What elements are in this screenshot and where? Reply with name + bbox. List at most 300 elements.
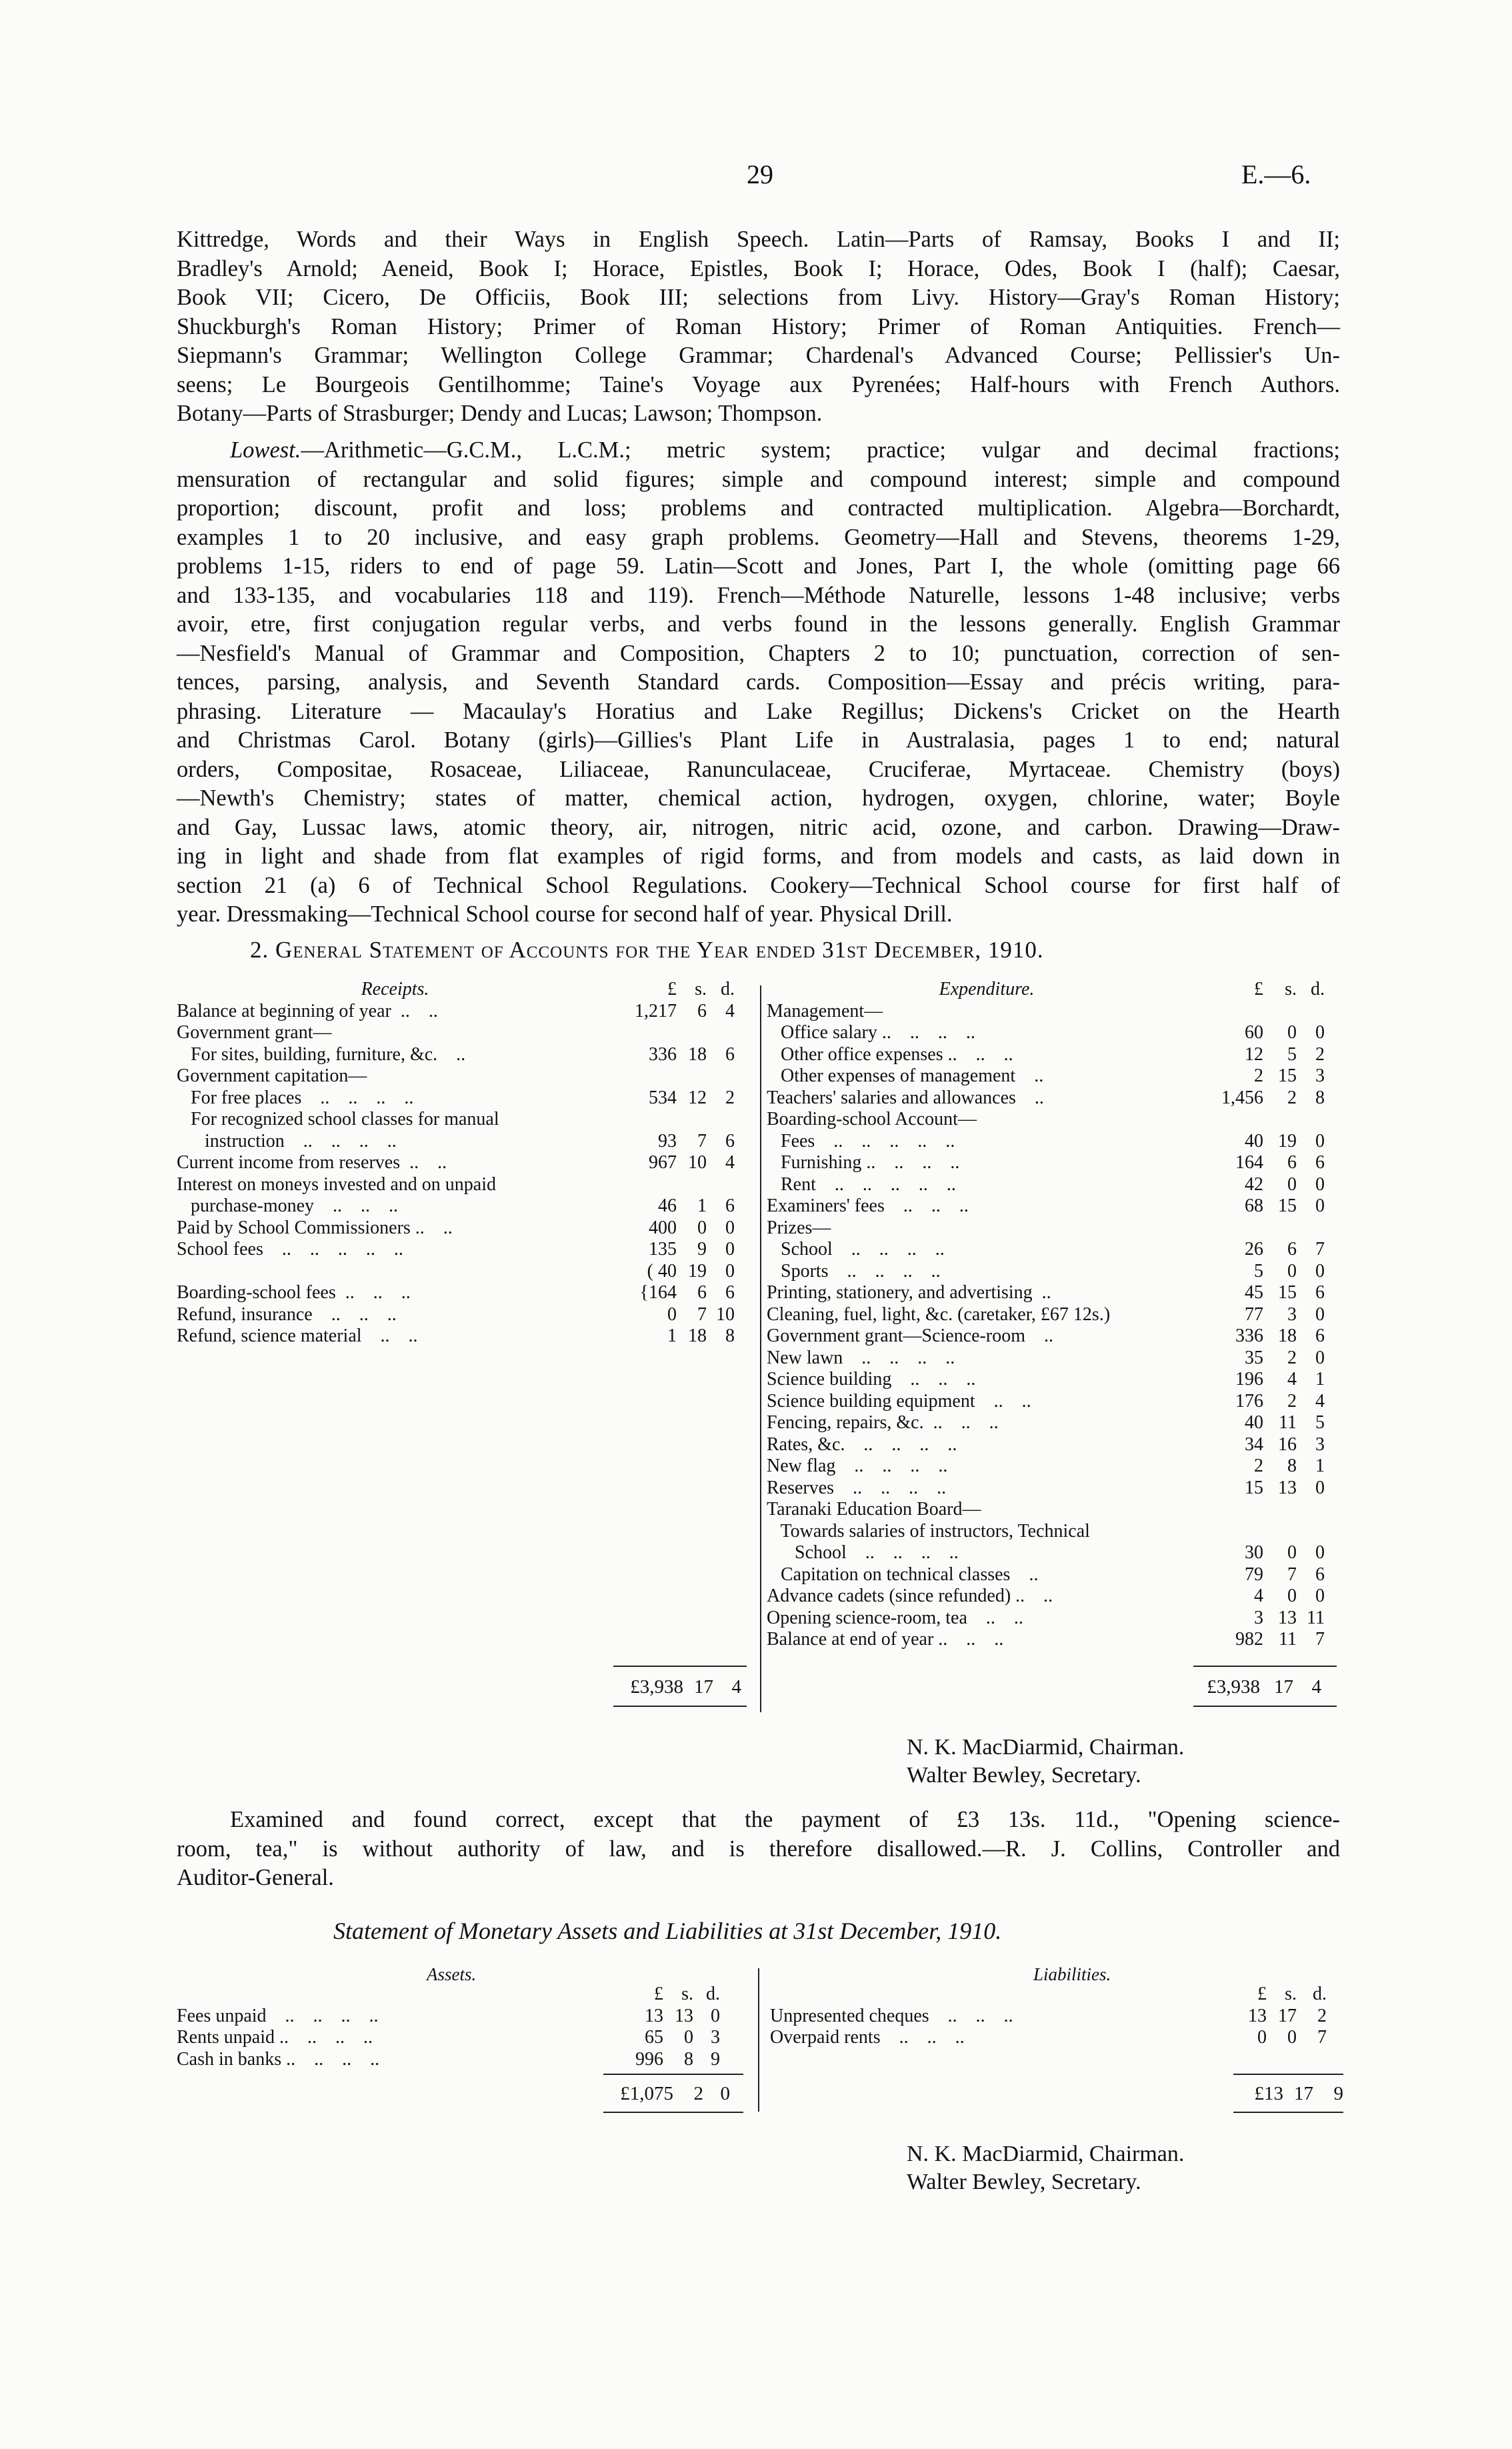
lowest-line: proportion; discount, profit and loss; problems and contracted multiplication. Algebra—Borchardt, — [177, 495, 1340, 521]
entry-pounds: 0 — [667, 1304, 677, 1325]
entry-pounds: 34 — [1245, 1434, 1263, 1455]
entry-label: instruction .. .. .. .. — [177, 1130, 397, 1151]
entry-pence — [707, 1065, 735, 1087]
entry-label: Unpresented cheques .. .. .. — [770, 2005, 1013, 2026]
entry-pounds: 93 — [658, 1130, 677, 1151]
chairman-signature: N. K. MacDiarmid, Chairman. — [907, 1735, 1185, 1760]
entry-shillings: 0 — [1287, 1542, 1297, 1563]
receipts-total-rule — [613, 1666, 747, 1667]
entry-pounds: 196 — [1235, 1369, 1263, 1390]
expenditure-row — [767, 1261, 1325, 1283]
entry-shillings: 4 — [1287, 1369, 1297, 1390]
entry-pounds: 35 — [1245, 1347, 1263, 1368]
signature-block-2 — [907, 2140, 1184, 2196]
entry-label: Government grant— — [177, 1022, 332, 1043]
lowest-line: phrasing. Literature — Macaulay's Horatius and Lake Regillus; Dickens's Cricket on the Hearth — [177, 698, 1340, 724]
receipt-row — [177, 1022, 735, 1044]
entry-pounds: 336 — [1235, 1326, 1263, 1346]
entry-shillings: 11 — [1279, 1629, 1297, 1650]
asset-row — [177, 2027, 720, 2049]
entry-pence: 0 — [1315, 1542, 1325, 1563]
entry-shillings: 7 — [697, 1130, 707, 1151]
entry-pounds: 60 — [1245, 1022, 1263, 1043]
liability-row — [770, 2006, 1327, 2028]
audit-line: Examined and found correct, except that the payment of £3 13s. 11d., "Opening science- — [230, 1807, 1340, 1832]
entry-shillings: 0 — [697, 1217, 707, 1238]
assets-statement-title: Statement of Monetary Assets and Liabilities at 31st December, 1910. — [333, 1918, 1002, 1944]
entry-pounds: 2 — [1254, 1065, 1263, 1086]
receipts-total — [613, 1676, 741, 1698]
entry-shillings: 7 — [697, 1304, 707, 1325]
expenditure-heading: Expenditure. — [939, 979, 1035, 999]
entry-shillings — [1263, 1217, 1297, 1240]
lowest-line — [177, 436, 1340, 465]
entry-pence: 2 — [1317, 2005, 1327, 2026]
expenditure-row — [767, 1499, 1325, 1521]
total-shillings: 17 — [1274, 1676, 1293, 1698]
entry-shillings — [677, 1174, 707, 1196]
entry-pence: 3 — [1315, 1065, 1325, 1086]
entry-pounds — [1207, 1499, 1263, 1521]
entry-shillings: 19 — [688, 1260, 707, 1282]
liabilities-total-rule — [1233, 2074, 1343, 2075]
entry-shillings: 16 — [1278, 1434, 1297, 1455]
secretary-signature: Walter Bewley, Secretary. — [907, 2170, 1141, 2194]
entry-label: Advance cadets (since refunded) .. .. — [767, 1586, 1053, 1606]
entry-label: Fees .. .. .. .. .. — [767, 1130, 955, 1151]
expenditure-total-rule — [1193, 1666, 1337, 1667]
entry-shillings: 15 — [1278, 1065, 1297, 1086]
total-pounds: £3,938 — [630, 1676, 683, 1698]
total-shillings: 17 — [1294, 2083, 1313, 2104]
entry-pounds — [613, 1174, 677, 1196]
expenditure-row — [767, 1521, 1325, 1543]
entry-label: Reserves .. .. .. .. — [767, 1477, 947, 1498]
total-pence: 9 — [1333, 2083, 1343, 2104]
assets-total — [603, 2083, 730, 2105]
entry-label: Government grant—Science-room .. — [767, 1326, 1053, 1346]
entry-label: Balance at beginning of year .. .. — [177, 1000, 438, 1021]
entry-label: For free places .. .. .. .. — [177, 1087, 414, 1108]
entry-pounds — [1207, 1109, 1263, 1131]
expenditure-table — [767, 979, 1325, 1651]
pound-symbol: £ — [1257, 1984, 1267, 2004]
shilling-symbol: s. — [681, 1984, 693, 2004]
chairman-signature: N. K. MacDiarmid, Chairman. — [907, 2142, 1185, 2166]
entry-label: Government capitation— — [177, 1065, 367, 1086]
entry-pence: 6 — [1315, 1564, 1325, 1585]
lowest-line: examples 1 to 20 inclusive, and easy graph problems. Geometry—Hall and Stevens, theorems 1-29, — [177, 524, 1340, 550]
entry-label: Current income from reserves .. .. — [177, 1152, 447, 1173]
entry-label: Fencing, repairs, &c. .. .. .. — [767, 1412, 999, 1433]
intro-line: Book VII; Cicero, De Officiis, Book III; selections from Livy. History—Gray's Roman History; — [177, 285, 1340, 310]
entry-pence: 6 — [1315, 1326, 1325, 1346]
entry-shillings: 12 — [688, 1087, 707, 1108]
entry-shillings: 13 — [675, 2005, 693, 2026]
entry-pence: 8 — [1315, 1087, 1325, 1108]
entry-pence: 6 — [1315, 1282, 1325, 1303]
entry-label — [177, 1261, 613, 1283]
entry-pence: 11 — [1307, 1607, 1325, 1628]
assets-table — [177, 1984, 720, 2070]
entry-label: School .. .. .. .. — [767, 1542, 959, 1563]
expenditure-row — [767, 1542, 1325, 1564]
expenditure-row — [767, 1239, 1325, 1261]
signature-block — [907, 1734, 1184, 1790]
entry-pounds — [1207, 1521, 1263, 1543]
entry-pounds: 967 — [649, 1152, 677, 1173]
entry-pence: 7 — [1317, 2027, 1327, 2048]
entry-shillings — [1263, 1521, 1297, 1543]
entry-pounds: 15 — [1245, 1477, 1263, 1498]
entry-shillings: 2 — [1287, 1390, 1297, 1412]
entry-label: School fees .. .. .. .. .. — [177, 1239, 403, 1260]
entry-label: Balance at end of year .. .. .. — [767, 1629, 1004, 1650]
entry-label: Science building .. .. .. — [767, 1369, 976, 1390]
entry-pence: 0 — [1315, 1173, 1325, 1195]
audit-line: Auditor-General. — [177, 1865, 334, 1890]
entry-pounds: 400 — [649, 1217, 677, 1238]
intro-line: Botany—Parts of Strasburger; Dendy and Lucas; Lawson; Thompson. — [177, 401, 823, 426]
intro-line: Shuckburgh's Roman History; Primer of Roman History; Primer of Roman Antiquities. French— — [177, 313, 1340, 339]
entry-label: Interest on moneys invested and on unpaid — [177, 1173, 497, 1195]
expenditure-row — [767, 1456, 1325, 1478]
entry-shillings: 10 — [688, 1152, 707, 1173]
entry-label: Refund, science material .. .. — [177, 1326, 418, 1346]
entry-pounds: 12 — [1245, 1043, 1263, 1065]
total-shillings: 2 — [693, 2083, 703, 2104]
entry-shillings: 6 — [697, 1000, 707, 1021]
entry-label: Furnishing .. .. .. .. — [767, 1152, 960, 1173]
entry-shillings: 13 — [1278, 1477, 1297, 1498]
entry-pence: 0 — [1315, 1130, 1325, 1151]
entry-shillings: 19 — [1278, 1130, 1297, 1151]
entry-shillings: 0 — [684, 2027, 693, 2048]
pence-symbol: d. — [1311, 979, 1325, 999]
entry-shillings: 18 — [688, 1326, 707, 1346]
expenditure-total — [1197, 1676, 1321, 1698]
pence-symbol: d. — [721, 979, 735, 999]
entry-shillings: 0 — [1287, 1586, 1297, 1606]
entry-pence — [1297, 1499, 1325, 1521]
entry-pence — [707, 1109, 735, 1131]
entry-label: Opening science-room, tea .. .. — [767, 1607, 1023, 1628]
accounts-title: 2. General Statement of Accounts for the Year ended 31st December, 1910. — [250, 937, 1044, 963]
lowest-line: problems 1-15, riders to end of page 59. Latin—Scott and Jones, Part I, the whole (omitting page 66 — [177, 553, 1340, 579]
receipt-row — [177, 1304, 735, 1326]
entry-label: Overpaid rents .. .. .. — [770, 2027, 965, 2048]
entry-shillings: 0 — [1287, 2027, 1297, 2048]
expenditure-row — [767, 1304, 1325, 1326]
entry-pence: 0 — [1315, 1195, 1325, 1216]
entry-pence: 1 — [1315, 1456, 1325, 1476]
intro-line: Siepmann's Grammar; Wellington College Grammar; Chardenal's Advanced Course; Pellissier's Un- — [177, 343, 1340, 368]
entry-label: Towards salaries of instructors, Technical — [767, 1520, 1090, 1542]
entry-shillings: 0 — [1287, 1022, 1297, 1043]
entry-pounds: 30 — [1245, 1542, 1263, 1563]
entry-pounds: 534 — [649, 1087, 677, 1108]
entry-label: Boarding-school Account— — [767, 1109, 977, 1129]
entry-pence: 6 — [725, 1043, 735, 1065]
shilling-symbol: s. — [1285, 1984, 1297, 2004]
entry-pence — [707, 1174, 735, 1196]
entry-shillings: 8 — [1287, 1456, 1297, 1476]
expenditure-row — [767, 1348, 1325, 1370]
expenditure-total-rule-bottom — [1193, 1706, 1337, 1707]
column-divider — [760, 985, 761, 1712]
entry-shillings: 6 — [1287, 1239, 1297, 1260]
entry-shillings: 18 — [1278, 1326, 1297, 1346]
receipt-row — [177, 1195, 735, 1217]
lowest-line: tences, parsing, analysis, and Seventh Standard cards. Composition—Essay and précis writing, para- — [177, 669, 1340, 695]
entry-label: Prizes— — [767, 1217, 831, 1238]
expenditure-row — [767, 1391, 1325, 1413]
entry-label: Cleaning, fuel, light, &c. (caretaker, £67 12s.) — [767, 1304, 1111, 1325]
receipt-row — [177, 1044, 735, 1066]
entry-pence: 5 — [1315, 1412, 1325, 1433]
document-code: E.—6. — [1241, 159, 1311, 189]
entry-pence: 0 — [1315, 1304, 1325, 1325]
expenditure-row — [767, 1087, 1325, 1109]
receipt-row — [177, 1152, 735, 1174]
entry-pence — [1297, 1521, 1325, 1543]
expenditure-row — [767, 1608, 1325, 1630]
receipt-row — [177, 1174, 735, 1196]
entry-label: New lawn .. .. .. .. — [767, 1347, 955, 1368]
total-shillings: 17 — [694, 1676, 713, 1698]
receipt-row — [177, 1217, 735, 1240]
liabilities-total-rule-bottom — [1233, 2112, 1343, 2113]
entry-pence: 2 — [725, 1087, 735, 1108]
entry-pence — [1297, 1001, 1325, 1023]
receipt-row — [177, 1087, 735, 1109]
entry-pence: 8 — [725, 1326, 735, 1346]
entry-pounds: {164 — [639, 1282, 677, 1303]
entry-pence: 0 — [725, 1239, 735, 1260]
entry-shillings: 0 — [1287, 1173, 1297, 1195]
expenditure-row — [767, 1282, 1325, 1304]
entry-pence: 0 — [725, 1217, 735, 1238]
entry-label: Rents unpaid .. .. .. .. — [177, 2027, 373, 2048]
lowest-line: orders, Compositae, Rosaceae, Liliaceae, Ranunculaceae, Cruciferae, Myrtaceae. Chemistry (boys) — [177, 756, 1340, 782]
entry-pounds — [1207, 1217, 1263, 1240]
entry-shillings — [677, 1065, 707, 1087]
entry-pence: 1 — [1315, 1369, 1325, 1390]
audit-line: room, tea," is without authority of law, and is therefore disallowed.—R. J. Collins, Controller and — [177, 1836, 1340, 1862]
entry-pounds: 1,456 — [1221, 1087, 1263, 1108]
lowest-line: and 133-135, and vocabularies 118 and 119). French—Méthode Naturelle, lessons 1-48 inclusive; verbs — [177, 582, 1340, 608]
entry-pounds: 0 — [1257, 2027, 1267, 2048]
entry-pence: 0 — [1315, 1477, 1325, 1498]
entry-label: Taranaki Education Board— — [767, 1499, 981, 1520]
entry-pence: 4 — [725, 1152, 735, 1173]
entry-pounds: 3 — [1254, 1607, 1263, 1628]
entry-shillings: 9 — [697, 1239, 707, 1260]
entry-label: purchase-money .. .. .. — [177, 1195, 399, 1216]
entry-pounds — [613, 1022, 677, 1044]
entry-label: Sports .. .. .. .. — [767, 1260, 941, 1282]
expenditure-row — [767, 1629, 1325, 1651]
expenditure-row — [767, 1434, 1325, 1456]
entry-label: Cash in banks .. .. .. .. — [177, 2048, 380, 2070]
lowest-line: —Newth's Chemistry; states of matter, chemical action, hydrogen, oxygen, chlorine, water; Boyle — [177, 785, 1340, 811]
entry-pence: 6 — [725, 1130, 735, 1151]
lowest-line: —Nesfield's Manual of Grammar and Composition, Chapters 2 to 10; punctuation, correction of sen- — [177, 640, 1340, 666]
entry-pounds: 1 — [667, 1326, 677, 1346]
entry-pence: 4 — [725, 1000, 735, 1021]
entry-pence — [1297, 1109, 1325, 1131]
entry-pence: 3 — [1315, 1434, 1325, 1455]
entry-pounds: 1,217 — [635, 1000, 677, 1021]
receipt-row — [177, 1261, 735, 1283]
expenditure-row — [767, 1044, 1325, 1066]
lowest-paragraph — [177, 436, 1340, 929]
expenditure-row — [767, 1369, 1325, 1391]
entry-label: Other office expenses .. .. .. — [767, 1043, 1013, 1065]
entry-pounds: 79 — [1245, 1564, 1263, 1585]
entry-shillings: 3 — [1287, 1304, 1297, 1325]
entry-label: Capitation on technical classes .. — [767, 1564, 1039, 1585]
entry-pounds: 40 — [1245, 1412, 1263, 1433]
entry-label: For sites, building, furniture, &c. .. — [177, 1043, 466, 1065]
shilling-symbol: s. — [1285, 979, 1297, 999]
entry-shillings: 1 — [697, 1195, 707, 1216]
receipts-heading: Receipts. — [361, 979, 429, 999]
entry-label: Refund, insurance .. .. .. — [177, 1304, 397, 1325]
shilling-symbol: s. — [695, 979, 707, 999]
entry-pounds: 336 — [649, 1043, 677, 1065]
entry-pounds: 164 — [1235, 1152, 1263, 1173]
entry-pence: 0 — [1315, 1347, 1325, 1368]
expenditure-row — [767, 1131, 1325, 1153]
entry-shillings: 17 — [1278, 2005, 1297, 2026]
liabilities-total — [1233, 2083, 1343, 2105]
entry-shillings — [1263, 1001, 1297, 1023]
entry-label: Examiners' fees .. .. .. — [767, 1195, 969, 1216]
entry-label: Management— — [767, 1000, 883, 1021]
entry-label: Teachers' salaries and allowances .. — [767, 1087, 1044, 1108]
entry-pounds: 42 — [1245, 1173, 1263, 1195]
expenditure-row — [767, 1065, 1325, 1087]
entry-shillings — [677, 1022, 707, 1044]
entry-label: Science building equipment .. .. — [767, 1390, 1031, 1412]
pound-symbol: £ — [654, 1984, 663, 2004]
total-pounds: £1,075 — [620, 2083, 673, 2104]
entry-pounds: 77 — [1245, 1304, 1263, 1325]
entry-pence: 6 — [1315, 1152, 1325, 1173]
receipt-row — [177, 1282, 735, 1304]
entry-shillings — [677, 1109, 707, 1131]
lowest-line: and Gay, Lussac laws, atomic theory, air, nitrogen, nitric acid, ozone, and carbon. Drawing—Draw- — [177, 814, 1340, 840]
asset-row — [177, 2049, 720, 2071]
entry-label: Fees unpaid .. .. .. .. — [177, 2005, 379, 2026]
entry-pence: 0 — [1315, 1022, 1325, 1043]
entry-shillings: 13 — [1278, 1607, 1297, 1628]
entry-shillings: 5 — [1287, 1043, 1297, 1065]
receipt-row — [177, 1001, 735, 1023]
entry-shillings: 2 — [1287, 1347, 1297, 1368]
asset-row — [177, 2006, 720, 2028]
entry-pence: 0 — [1315, 1260, 1325, 1282]
entry-pence: 2 — [1315, 1043, 1325, 1065]
entry-pounds: 13 — [1248, 2005, 1267, 2026]
total-pounds: £3,938 — [1207, 1676, 1260, 1698]
entry-label: Boarding-school fees .. .. .. — [177, 1282, 411, 1303]
entry-shillings: 15 — [1278, 1282, 1297, 1303]
entry-pounds: 65 — [645, 2027, 663, 2048]
entry-pounds: 176 — [1235, 1390, 1263, 1412]
expenditure-row — [767, 1326, 1325, 1348]
receipts-total-rule-bottom — [613, 1706, 747, 1707]
entry-pence — [1297, 1217, 1325, 1240]
entry-pounds: 46 — [658, 1195, 677, 1216]
entry-pence: 4 — [1315, 1390, 1325, 1412]
pence-symbol: d. — [706, 1984, 720, 2004]
expenditure-row — [767, 1022, 1325, 1044]
entry-pounds: 45 — [1245, 1282, 1263, 1303]
entry-pounds: 135 — [649, 1239, 677, 1260]
expenditure-row — [767, 1564, 1325, 1586]
entry-pounds — [1207, 1001, 1263, 1023]
lowest-line: mensuration of rectangular and solid figures; simple and compound interest; simple and compound — [177, 466, 1340, 492]
total-pounds: £13 — [1254, 2083, 1283, 2104]
liabilities-heading: Liabilities. — [1033, 1964, 1111, 1984]
intro-line: Bradley's Arnold; Aeneid, Book I; Horace, Epistles, Book I; Horace, Odes, Book I (half); Caesar, — [177, 255, 1340, 281]
entry-pounds: 13 — [645, 2005, 663, 2026]
lowest-label: Lowest. — [230, 437, 301, 463]
expenditure-row — [767, 1586, 1325, 1608]
entry-pounds: 996 — [635, 2048, 663, 2070]
entry-pounds: ( 40 — [647, 1260, 677, 1282]
entry-pounds — [613, 1065, 677, 1087]
intro-line: Kittredge, Words and their Ways in English Speech. Latin—Parts of Ramsay, Books I and II; — [177, 227, 1340, 252]
entry-shillings — [1263, 1109, 1297, 1131]
pound-symbol: £ — [1254, 979, 1263, 999]
lowest-line: avoir, etre, first conjugation regular verbs, and verbs found in the lessons generally. English Grammar — [177, 611, 1340, 637]
assets-divider — [758, 1968, 759, 2112]
entry-shillings: 18 — [688, 1043, 707, 1065]
assets-heading: Assets. — [427, 1964, 477, 1984]
expenditure-row — [767, 1109, 1325, 1131]
entry-pence: 10 — [716, 1304, 735, 1325]
entry-label: Rent .. .. .. .. .. — [767, 1173, 956, 1195]
entry-shillings: 6 — [1287, 1152, 1297, 1173]
entry-pounds: 68 — [1245, 1195, 1263, 1216]
entry-pounds: 26 — [1245, 1239, 1263, 1260]
entry-pounds: 4 — [1254, 1586, 1263, 1606]
total-pence: 4 — [731, 1676, 741, 1698]
expenditure-row — [767, 1001, 1325, 1023]
entry-pounds: 40 — [1245, 1130, 1263, 1151]
entry-label: Paid by School Commissioners .. .. — [177, 1217, 453, 1238]
expenditure-row — [767, 1217, 1325, 1240]
receipt-row — [177, 1326, 735, 1348]
pound-symbol: £ — [667, 979, 677, 999]
entry-shillings: 11 — [1279, 1412, 1297, 1433]
entry-label: Rates, &c. .. .. .. .. — [767, 1434, 957, 1455]
entry-pounds: 5 — [1254, 1260, 1263, 1282]
entry-label: Other expenses of management .. — [767, 1065, 1044, 1086]
entry-pence: 0 — [725, 1260, 735, 1282]
assets-total-rule — [603, 2074, 743, 2075]
receipts-table — [177, 979, 735, 1348]
entry-label: School .. .. .. .. — [767, 1239, 945, 1260]
entry-shillings: 6 — [697, 1282, 707, 1303]
receipt-row — [177, 1065, 735, 1087]
lowest-line-text: —Arithmetic—G.C.M., L.C.M.; metric system; practice; vulgar and decimal fractions; — [301, 437, 1340, 463]
lowest-line: and Christmas Carol. Botany (girls)—Gillies's Plant Life in Australasia, pages 1 to end; natural — [177, 727, 1340, 753]
entry-label: Printing, stationery, and advertising .. — [767, 1282, 1051, 1303]
